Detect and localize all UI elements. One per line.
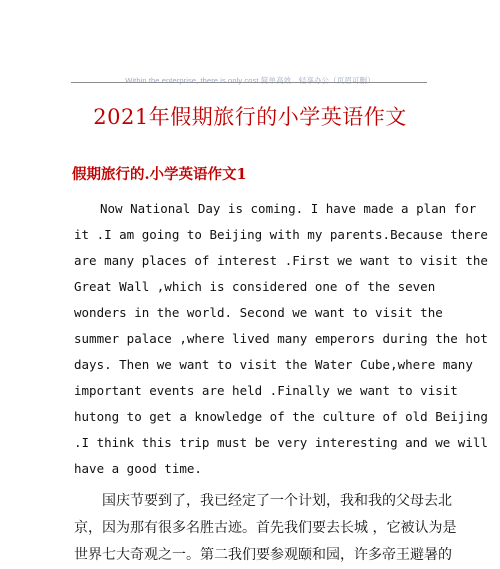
paragraph-line: 世界七大奇观之一。第二我们要参观颐和园，许多帝王避暑的 (74, 547, 452, 563)
english-paragraph (74, 196, 488, 482)
paragraph-line: days. Then we want to visit the Water Cube,where many (74, 357, 473, 372)
document-title: 2021年假期旅行的小学英语作文 (93, 105, 407, 129)
paragraph-line: have a good time. (74, 461, 202, 476)
paragraph-line: it .I am going to Beijing with my parents.Because there (74, 227, 488, 242)
chinese-paragraph (74, 488, 457, 569)
paragraph-line: 京，因为那有很多名胜古迹。首先我们要去长城 ，它被认为是 (74, 520, 457, 536)
paragraph-line: Great Wall ,which is considered one of the seven (74, 279, 436, 294)
paragraph-line: important events are held .Finally we want to visit (74, 383, 458, 398)
paragraph-line: .I think this trip must be very interesting and we will (74, 435, 488, 450)
paragraph-line: Now National Day is coming. I have made a plan for (100, 201, 477, 216)
paragraph-line: hutong to get a knowledge of the culture of old Beijing (74, 409, 488, 424)
page-header-text: Within the enterprise, there is only cost.简单高效 轻享办公（页眉可删） (125, 75, 375, 85)
paragraph-line: are many places of interest .First we want to visit the (74, 253, 488, 268)
section-heading: 假期旅行的.小学英语作文1 (72, 166, 247, 183)
header-divider (71, 82, 427, 83)
paragraph-line: wonders in the world. Second we want to visit the (74, 305, 443, 320)
paragraph-line: 国庆节要到了，我已经定了一个计划，我和我的父母去北 (102, 493, 452, 509)
paragraph-line: summer palace ,where lived many emperors during the hot (74, 331, 488, 346)
